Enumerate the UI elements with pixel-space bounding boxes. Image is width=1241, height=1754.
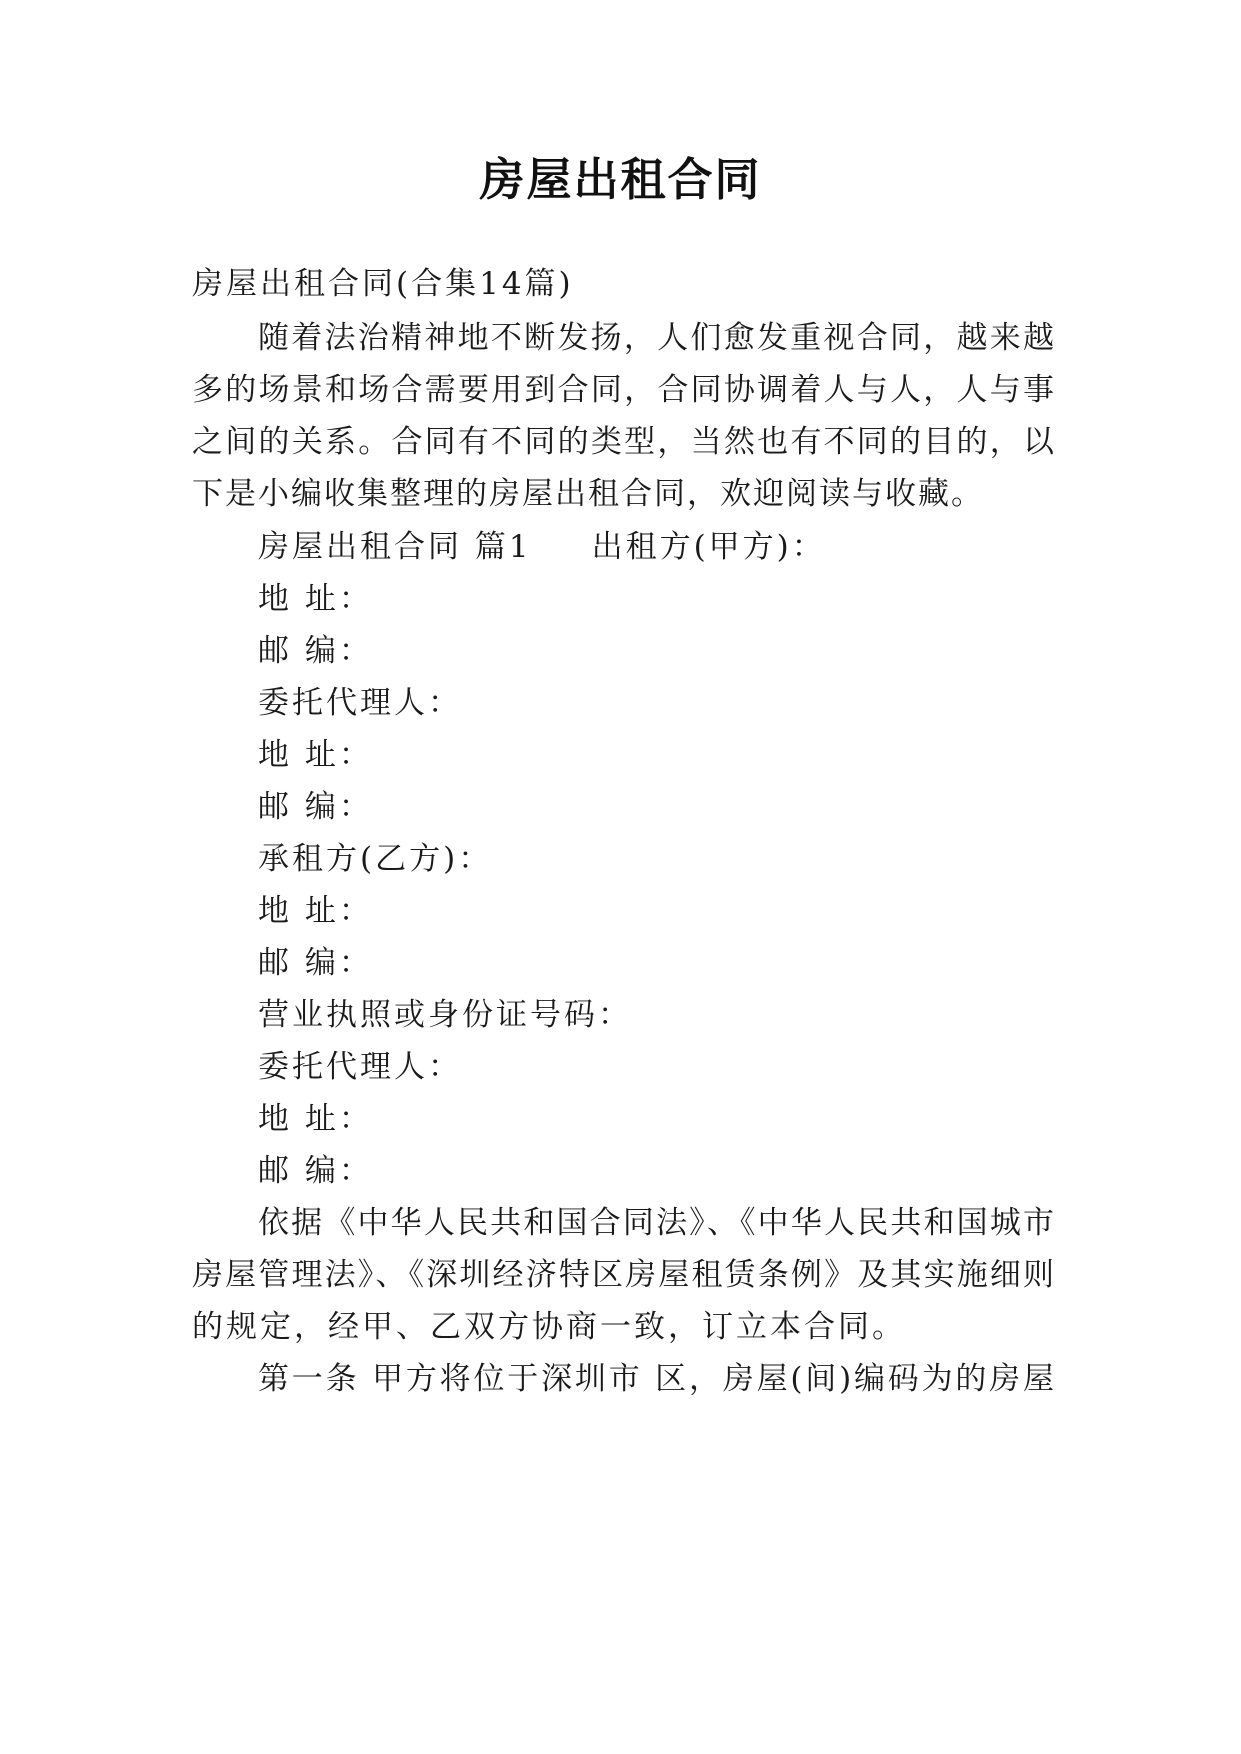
lessee-agent-field: 委托代理人： <box>258 1049 462 1085</box>
lessee-agent-postcode-field: 邮 编： <box>258 1153 373 1189</box>
lessor-agent-field: 委托代理人： <box>258 685 462 721</box>
intro-line-2: 多的场景和场合需要用到合同，合同协调着人与人，人与事 <box>192 372 1054 408</box>
lessor-label: 出租方(甲方)： <box>591 529 826 565</box>
document-title: 房屋出租合同 <box>479 153 762 206</box>
lessee-label: 承租方(乙方)： <box>258 841 493 877</box>
article-one-line: 第一条 甲方将位于深圳市 区，房屋(间)编码为的房屋 <box>258 1361 1054 1397</box>
lessee-postcode-field: 邮 编： <box>258 945 373 981</box>
intro-line-3: 之间的关系。合同有不同的类型，当然也有不同的目的，以 <box>192 424 1054 460</box>
lessor-address-field: 地 址： <box>258 581 373 617</box>
basis-line-2: 房屋管理法》、《深圳经济特区房屋租赁条例》及其实施细则 <box>192 1257 1054 1293</box>
intro-line-1: 随着法治精神地不断发扬，人们愈发重视合同，越来越 <box>258 320 1054 356</box>
lessor-agent-address-field: 地 址： <box>258 737 373 773</box>
lessee-agent-address-field: 地 址： <box>258 1101 373 1137</box>
intro-line-4: 下是小编收集整理的房屋出租合同，欢迎阅读与收藏。 <box>192 476 984 512</box>
lessee-id-field: 营业执照或身份证号码： <box>258 997 632 1033</box>
lessor-postcode-field: 邮 编： <box>258 633 373 669</box>
section-heading-line <box>258 525 826 569</box>
section-heading: 房屋出租合同 篇1 <box>258 529 532 565</box>
lessor-agent-postcode-field: 邮 编： <box>258 789 373 825</box>
basis-line-1: 依据《中华人民共和国合同法》、《中华人民共和国城市 <box>258 1205 1054 1241</box>
document-subtitle: 房屋出租合同(合集14篇) <box>192 266 574 302</box>
basis-line-3: 的规定，经甲、乙双方协商一致，订立本合同。 <box>192 1309 906 1345</box>
lessee-address-field: 地 址： <box>258 893 373 929</box>
